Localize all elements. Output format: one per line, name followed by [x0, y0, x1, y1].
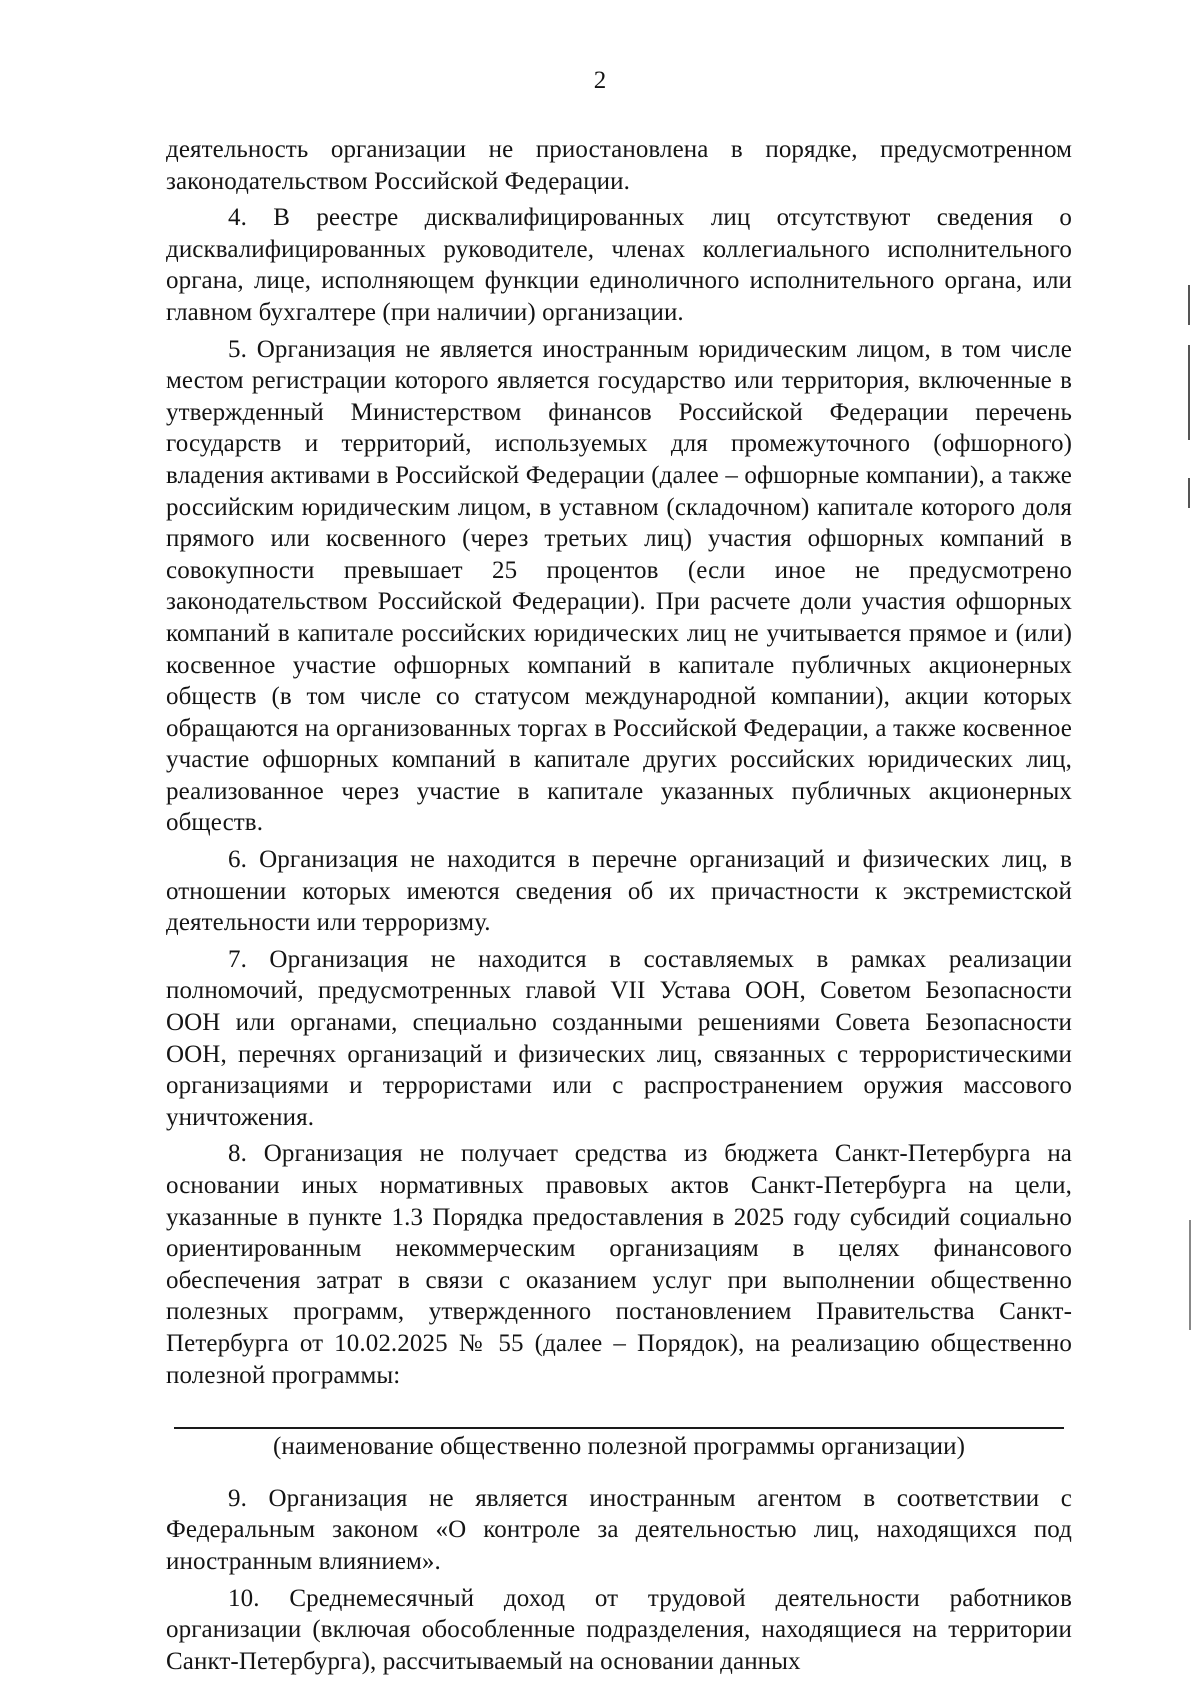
- paragraph-10: 10. Среднемесячный доход от трудовой деятельности работников организации (включая обособленные подразделения, находящиеся на территории Санкт-Петербурга), рассчитываемый на основании данных: [166, 1584, 1072, 1675]
- document-body: [166, 134, 1072, 1677]
- scan-artifact: [1188, 285, 1190, 325]
- paragraph-6: 6. Организация не находится в перечне организаций и физических лиц, в отношении которых имеются сведения об их причастности к экстремистской деятельности или терроризму.: [166, 846, 1072, 937]
- page-number: 2: [593, 67, 607, 94]
- paragraph-7: 7. Организация не находится в составляемых в рамках реализации полномочий, предусмотренных главой VII Устава ООН, Советом Безопасности ООН или органами, специально созданными решениями Совета Безопасности ООН, перечнях организаций и физических лиц, связанных с террористическими организациями и террористами или с распространением оружия массового уничтожения.: [166, 945, 1072, 1131]
- paragraph-intro: деятельность организации не приостановлена в порядке, предусмотренном законодательством Российской Федерации.: [166, 136, 1072, 195]
- paragraph-8: 8. Организация не получает средства из бюджета Санкт-Петербурга на основании иных нормативных правовых актов Санкт-Петербурга на цели, указанные в пункте 1.3 Порядка предоставления в 2025 году субсидий социально ориентированным некоммерческим организациям в целях финансового обеспечения затрат в связи с оказанием услуг при выполнении общественно полезных программ, утвержденного постановлением Правительства Санкт-Петербурга от 10.02.2025 № 55 (далее – Порядок), на реализацию общественно полезной программы:: [166, 1140, 1072, 1389]
- scan-artifact: [1188, 345, 1190, 440]
- scan-artifact: [1188, 478, 1190, 508]
- paragraph-4: 4. В реестре дисквалифицированных лиц отсутствуют сведения о дисквалифицированных руководителе, членах коллегиального исполнительного органа, лице, исполняющем функции единоличного исполнительного органа, или главном бухгалтере (при наличии) организации.: [166, 204, 1072, 326]
- paragraph-9: 9. Организация не является иностранным агентом в соответствии с Федеральным законом «О контроле за деятельностью лиц, находящихся под иностранным влиянием».: [166, 1484, 1072, 1575]
- program-name-blank-line: [174, 1427, 1064, 1429]
- scan-artifact: [1189, 1220, 1191, 1330]
- program-name-caption: (наименование общественно полезной программы организации): [272, 1433, 966, 1461]
- paragraph-5: 5. Организация не является иностранным юридическим лицом, в том числе местом регистрации которого является государство или территория, включенные в утвержденный Министерством финансов Российской Федерации перечень государств и территорий, используемых для промежуточного (офшорного) владения активами в Российской Федерации (далее – офшорные компании), а также российским юридическим лицом, в уставном (складочном) капитале которого доля прямого или косвенного (через третьих лиц) участия офшорных компаний в совокупности превышает 25 процентов (если иное не предусмотрено законодательством Российской Федерации). При расчете доли участия офшорных компаний в капитале российских юридических лиц не учитывается прямое и (или) косвенное участие офшорных компаний в капитале публичных акционерных обществ (в том числе со статусом международной компании), акции которых обращаются на организованных торгах в Российской Федерации, а также косвенное участие офшорных компаний в капитале других российских юридических лиц, реализованное через участие в капитале указанных публичных акционерных обществ.: [166, 335, 1072, 837]
